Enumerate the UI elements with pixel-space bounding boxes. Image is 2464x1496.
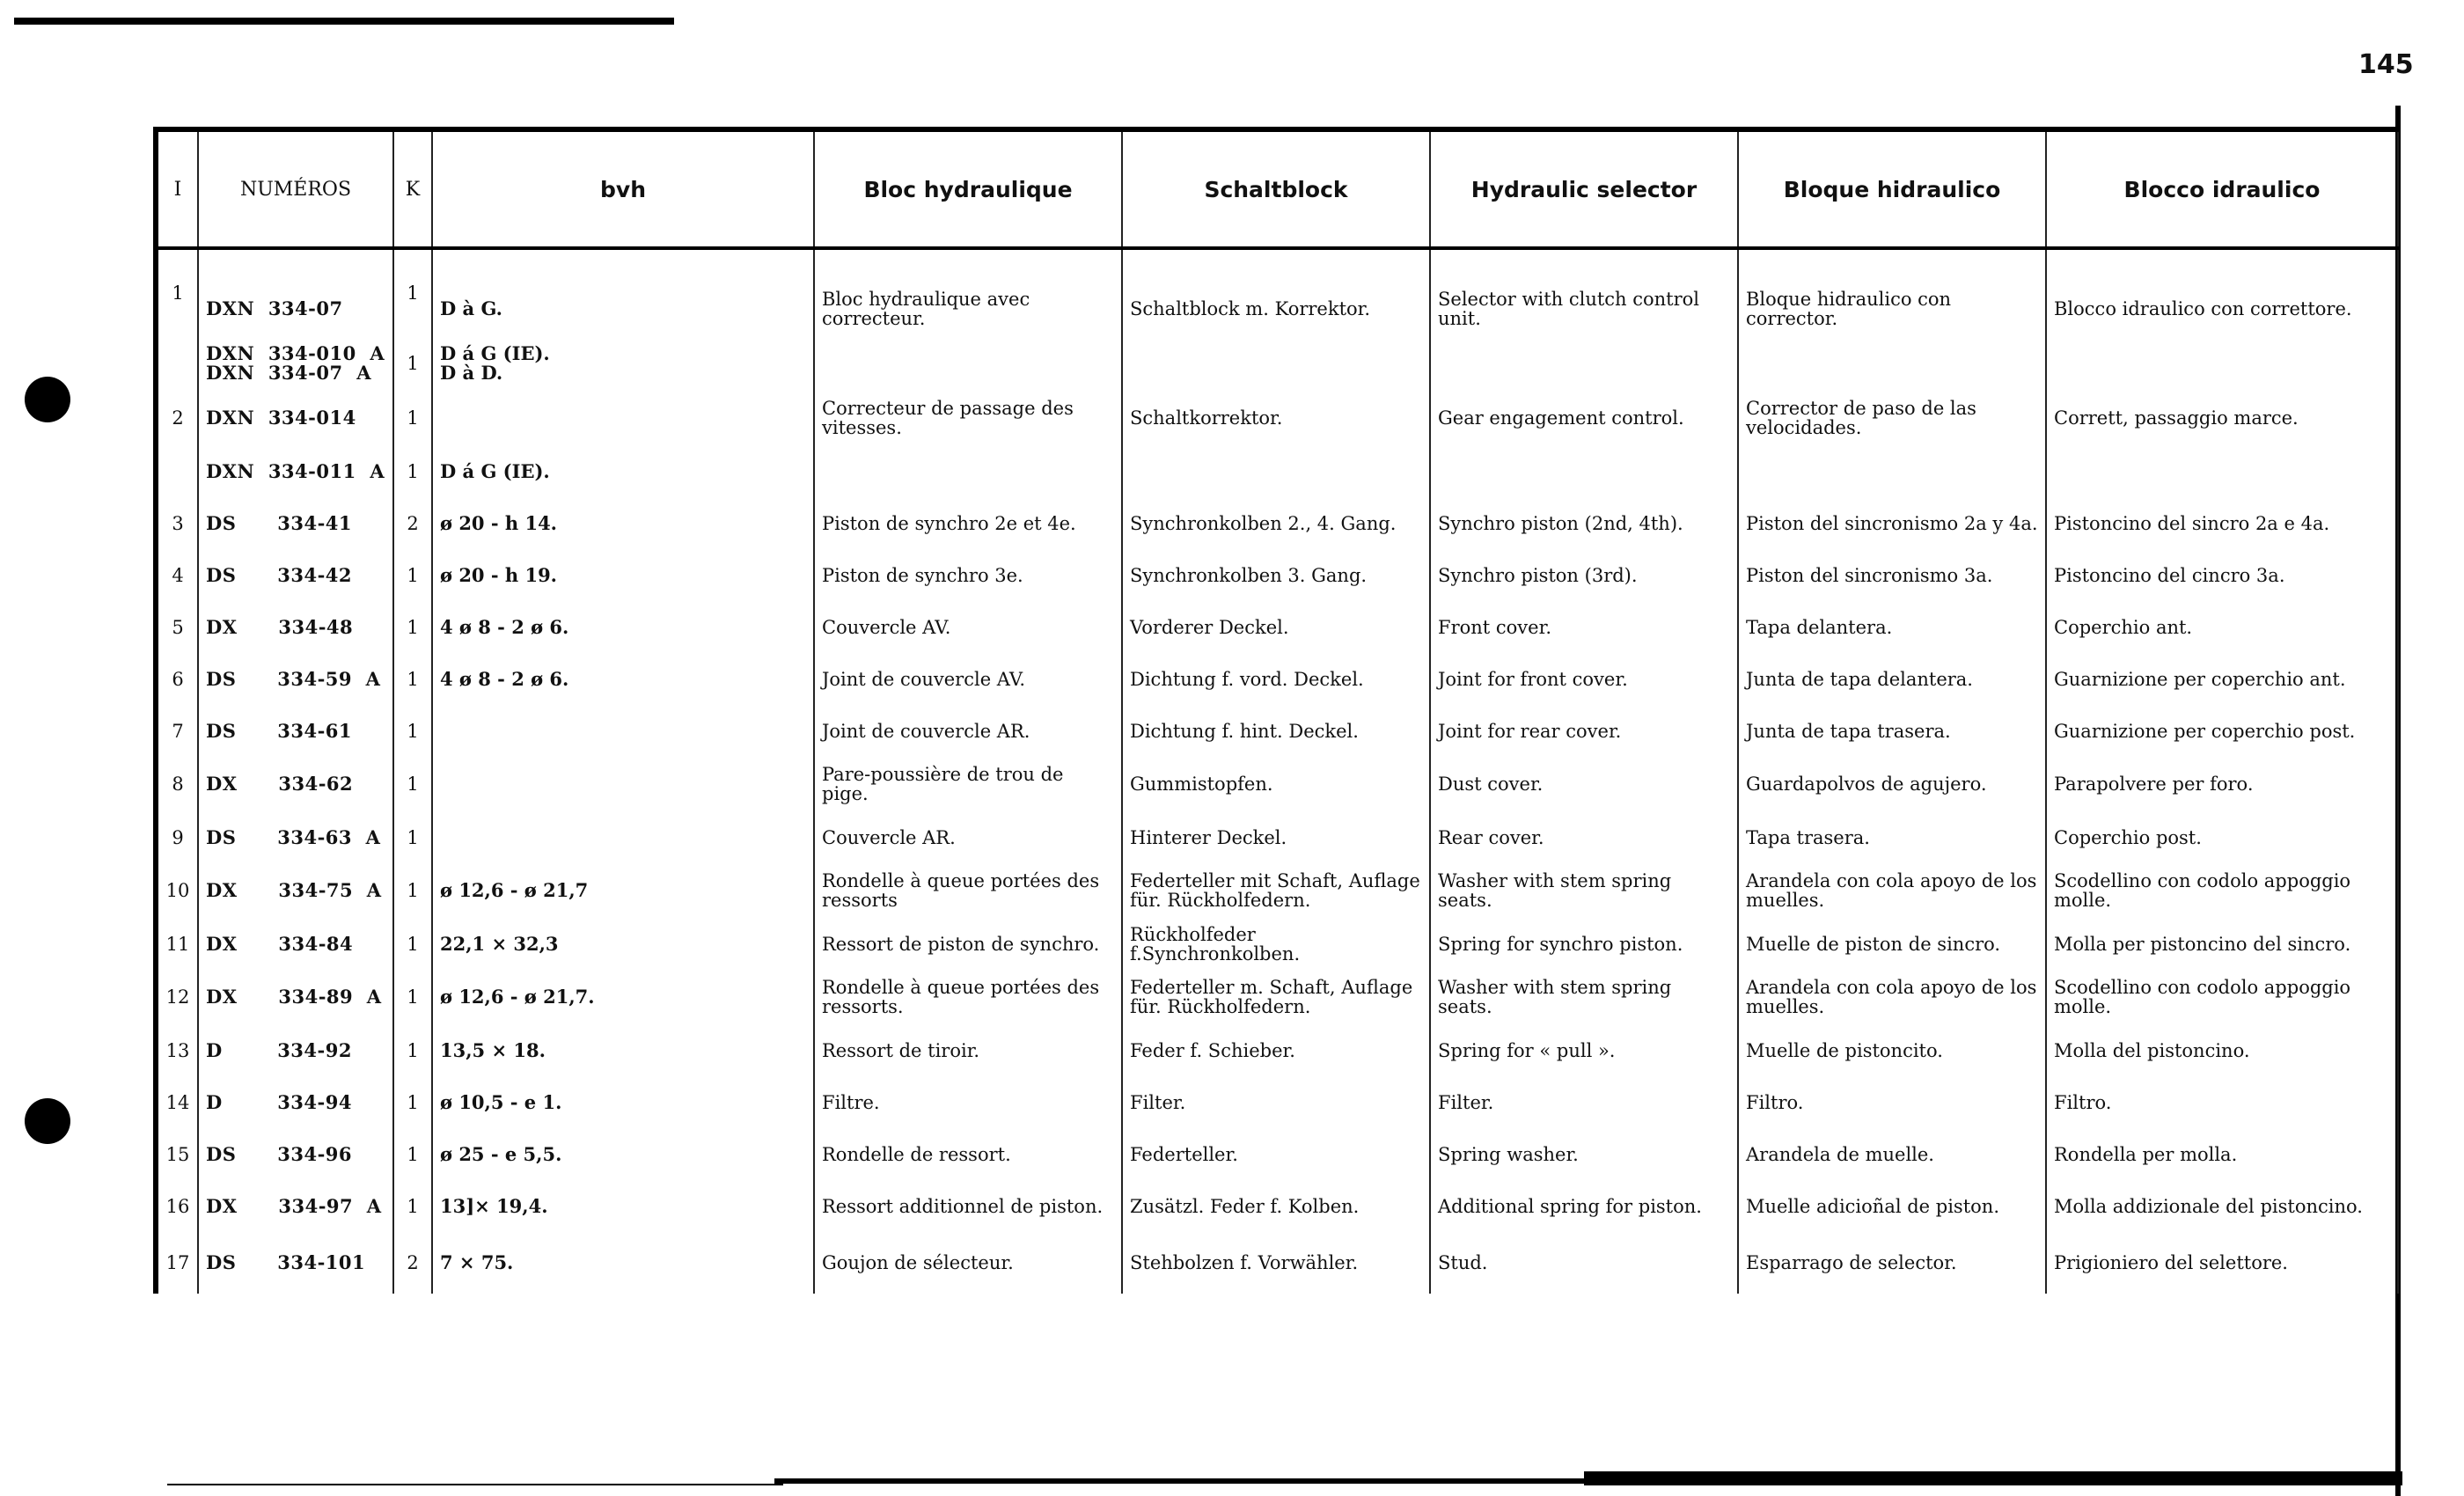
cell-es: Piston del sincronismo 3a. — [1738, 549, 2046, 601]
cell-fr — [814, 336, 1122, 391]
cell-de: Schaltblock m. Korrektor. — [1122, 248, 1430, 336]
cell-de: Filter. — [1122, 1076, 1430, 1128]
cell-fr: Rondelle de ressort. — [814, 1128, 1122, 1180]
cell-it: Blocco idraulico con correttore. — [2046, 248, 2398, 336]
table-row — [156, 445, 2398, 497]
table-row — [156, 1232, 2398, 1294]
cell-fr: Ressort de piston de synchro. — [814, 918, 1122, 970]
cell-en: Gear engagement control. — [1430, 391, 1738, 445]
cell-de — [1122, 336, 1430, 391]
cell-fr: Rondelle à queue portées des ressorts — [814, 863, 1122, 918]
table-row — [156, 1024, 2398, 1076]
header-en: Hydraulic selector — [1430, 129, 1738, 248]
cell-it: Rondella per molla. — [2046, 1128, 2398, 1180]
cell-bvh: 13,5 × 18. — [432, 1024, 814, 1076]
cell-de: Synchronkolben 2., 4. Gang. — [1122, 497, 1430, 549]
cell-it: Molla addizionale del pistoncino. — [2046, 1180, 2398, 1232]
cell-k: 1 — [393, 1076, 432, 1128]
cell-en — [1430, 445, 1738, 497]
table-row — [156, 248, 2398, 336]
cell-bvh: ø 25 - e 5,5. — [432, 1128, 814, 1180]
cell-fr: Ressort additionnel de piston. — [814, 1180, 1122, 1232]
table-row — [156, 1180, 2398, 1232]
cell-en: Synchro piston (2nd, 4th). — [1430, 497, 1738, 549]
cell-k: 1 — [393, 918, 432, 970]
table-row — [156, 497, 2398, 549]
cell-es: Corrector de paso de las velocidades. — [1738, 391, 2046, 445]
cell-k: 1 — [393, 601, 432, 653]
cell-it: Molla del pistoncino. — [2046, 1024, 2398, 1076]
cell-it: Prigioniero del selettore. — [2046, 1232, 2398, 1294]
header-numeros: NUMÉROS — [198, 129, 393, 248]
header-fr: Bloc hydraulique — [814, 129, 1122, 248]
bottom-rule-mid — [774, 1478, 1584, 1484]
cell-k: 1 — [393, 391, 432, 445]
cell-num: DXN 334-011 A — [198, 445, 393, 497]
table-row — [156, 1128, 2398, 1180]
cell-de: Federteller m. Schaft, Auflage für. Rückholfedern. — [1122, 970, 1430, 1024]
cell-k: 1 — [393, 1024, 432, 1076]
cell-en: Rear cover. — [1430, 811, 1738, 863]
table-row — [156, 336, 2398, 391]
cell-en: Additional spring for piston. — [1430, 1180, 1738, 1232]
cell-es — [1738, 445, 2046, 497]
cell-num: DS 334-101 — [198, 1232, 393, 1294]
cell-i: 11 — [156, 918, 198, 970]
cell-en — [1430, 336, 1738, 391]
cell-en: Spring for « pull ». — [1430, 1024, 1738, 1076]
cell-it: Molla per pistoncino del sincro. — [2046, 918, 2398, 970]
cell-num: D 334-94 — [198, 1076, 393, 1128]
cell-it: Coperchio post. — [2046, 811, 2398, 863]
cell-es: Muelle de pistoncito. — [1738, 1024, 2046, 1076]
cell-bvh: ø 12,6 - ø 21,7. — [432, 970, 814, 1024]
header-row — [156, 129, 2398, 248]
cell-k: 1 — [393, 757, 432, 811]
cell-i: 12 — [156, 970, 198, 1024]
cell-num: DX 334-84 — [198, 918, 393, 970]
cell-de: Vorderer Deckel. — [1122, 601, 1430, 653]
cell-de — [1122, 445, 1430, 497]
cell-en: Selector with clutch control unit. — [1430, 248, 1738, 336]
cell-i: 9 — [156, 811, 198, 863]
cell-fr: Goujon de sélecteur. — [814, 1232, 1122, 1294]
table-row — [156, 653, 2398, 705]
cell-es: Esparrago de selector. — [1738, 1232, 2046, 1294]
cell-bvh — [432, 391, 814, 445]
cell-fr: Filtre. — [814, 1076, 1122, 1128]
cell-num: DS 334-41 — [198, 497, 393, 549]
cell-num: D 334-92 — [198, 1024, 393, 1076]
cell-k: 1 — [393, 248, 432, 336]
cell-en: Spring washer. — [1430, 1128, 1738, 1180]
cell-i: 5 — [156, 601, 198, 653]
cell-i: 2 — [156, 391, 198, 445]
cell-de: Synchronkolben 3. Gang. — [1122, 549, 1430, 601]
cell-bvh: ø 12,6 - ø 21,7 — [432, 863, 814, 918]
cell-num: DS 334-59 A — [198, 653, 393, 705]
cell-fr: Joint de couvercle AV. — [814, 653, 1122, 705]
cell-en: Washer with stem spring seats. — [1430, 863, 1738, 918]
cell-i: 1 — [156, 248, 198, 336]
cell-it: Parapolvere per foro. — [2046, 757, 2398, 811]
cell-num: DS 334-61 — [198, 705, 393, 757]
cell-it: Guarnizione per coperchio post. — [2046, 705, 2398, 757]
cell-num: DX 334-75 A — [198, 863, 393, 918]
cell-i — [156, 336, 198, 391]
cell-en: Spring for synchro piston. — [1430, 918, 1738, 970]
punch-hole-bottom — [25, 1098, 70, 1144]
cell-k: 1 — [393, 863, 432, 918]
cell-bvh: 22,1 × 32,3 — [432, 918, 814, 970]
cell-en: Washer with stem spring seats. — [1430, 970, 1738, 1024]
cell-i: 8 — [156, 757, 198, 811]
page-number: 145 — [2358, 49, 2414, 80]
cell-it: Pistoncino del sincro 2a e 4a. — [2046, 497, 2398, 549]
header-k: K — [393, 129, 432, 248]
cell-bvh: 13]× 19,4. — [432, 1180, 814, 1232]
table-row — [156, 601, 2398, 653]
cell-bvh: D á G (IE). D à D. — [432, 336, 814, 391]
header-i: I — [156, 129, 198, 248]
cell-en: Dust cover. — [1430, 757, 1738, 811]
cell-it: Pistoncino del cincro 3a. — [2046, 549, 2398, 601]
cell-it — [2046, 336, 2398, 391]
cell-it: Guarnizione per coperchio ant. — [2046, 653, 2398, 705]
cell-num: DXN 334-014 — [198, 391, 393, 445]
table-row — [156, 757, 2398, 811]
cell-i: 16 — [156, 1180, 198, 1232]
cell-i: 14 — [156, 1076, 198, 1128]
cell-fr: Couvercle AR. — [814, 811, 1122, 863]
cell-de: Stehbolzen f. Vorwähler. — [1122, 1232, 1430, 1294]
cell-i: 13 — [156, 1024, 198, 1076]
cell-bvh — [432, 811, 814, 863]
cell-bvh: 4 ø 8 - 2 ø 6. — [432, 653, 814, 705]
cell-es: Arandela con cola apoyo de los muelles. — [1738, 863, 2046, 918]
cell-de: Gummistopfen. — [1122, 757, 1430, 811]
cell-de: Dichtung f. hint. Deckel. — [1122, 705, 1430, 757]
cell-bvh: D á G (IE). — [432, 445, 814, 497]
cell-en: Synchro piston (3rd). — [1430, 549, 1738, 601]
cell-fr: Ressort de tiroir. — [814, 1024, 1122, 1076]
cell-k: 1 — [393, 811, 432, 863]
table-row — [156, 863, 2398, 918]
cell-bvh: 7 × 75. — [432, 1232, 814, 1294]
cell-es: Tapa trasera. — [1738, 811, 2046, 863]
cell-fr: Pare-poussière de trou de pige. — [814, 757, 1122, 811]
cell-i: 7 — [156, 705, 198, 757]
cell-k: 1 — [393, 970, 432, 1024]
header-it: Blocco idraulico — [2046, 129, 2398, 248]
bottom-rule-thin — [167, 1484, 783, 1485]
cell-fr: Bloc hydraulique avec correcteur. — [814, 248, 1122, 336]
cell-bvh — [432, 757, 814, 811]
cell-fr: Piston de synchro 3e. — [814, 549, 1122, 601]
table-row — [156, 391, 2398, 445]
cell-i — [156, 445, 198, 497]
cell-bvh: ø 20 - h 14. — [432, 497, 814, 549]
cell-i: 10 — [156, 863, 198, 918]
cell-bvh: 4 ø 8 - 2 ø 6. — [432, 601, 814, 653]
cell-k: 2 — [393, 497, 432, 549]
top-rule — [14, 18, 674, 25]
cell-es: Piston del sincronismo 2a y 4a. — [1738, 497, 2046, 549]
cell-fr: Couvercle AV. — [814, 601, 1122, 653]
cell-k: 1 — [393, 549, 432, 601]
cell-it — [2046, 445, 2398, 497]
header-bvh: bvh — [432, 129, 814, 248]
cell-es: Muelle de piston de sincro. — [1738, 918, 2046, 970]
table-row — [156, 811, 2398, 863]
cell-num: DXN 334-010 A DXN 334-07 A — [198, 336, 393, 391]
cell-k: 1 — [393, 653, 432, 705]
cell-num: DX 334-48 — [198, 601, 393, 653]
table-row — [156, 918, 2398, 970]
cell-de: Federteller mit Schaft, Auflage für. Rückholfedern. — [1122, 863, 1430, 918]
cell-de: Rückholfeder f.Synchronkolben. — [1122, 918, 1430, 970]
cell-de: Federteller. — [1122, 1128, 1430, 1180]
cell-i: 6 — [156, 653, 198, 705]
cell-es: Muelle adicioñal de piston. — [1738, 1180, 2046, 1232]
cell-fr: Correcteur de passage des vitesses. — [814, 391, 1122, 445]
cell-it: Scodellino con codolo appoggio molle. — [2046, 970, 2398, 1024]
cell-k: 1 — [393, 336, 432, 391]
table-row — [156, 549, 2398, 601]
cell-es: Arandela con cola apoyo de los muelles. — [1738, 970, 2046, 1024]
cell-en: Filter. — [1430, 1076, 1738, 1128]
cell-en: Joint for front cover. — [1430, 653, 1738, 705]
cell-num: DX 334-97 A — [198, 1180, 393, 1232]
cell-i: 15 — [156, 1128, 198, 1180]
cell-es: Guardapolvos de agujero. — [1738, 757, 2046, 811]
cell-es: Junta de tapa trasera. — [1738, 705, 2046, 757]
cell-es: Bloque hidraulico con corrector. — [1738, 248, 2046, 336]
cell-es: Filtro. — [1738, 1076, 2046, 1128]
cell-bvh: D à G. — [432, 248, 814, 336]
cell-de: Hinterer Deckel. — [1122, 811, 1430, 863]
cell-num: DS 334-63 A — [198, 811, 393, 863]
cell-num: DX 334-89 A — [198, 970, 393, 1024]
cell-fr: Piston de synchro 2e et 4e. — [814, 497, 1122, 549]
cell-fr — [814, 445, 1122, 497]
cell-num: DS 334-42 — [198, 549, 393, 601]
cell-num: DXN 334-07 — [198, 248, 393, 336]
table-row — [156, 705, 2398, 757]
cell-k: 1 — [393, 1180, 432, 1232]
cell-en: Front cover. — [1430, 601, 1738, 653]
table-row — [156, 1076, 2398, 1128]
table-row — [156, 970, 2398, 1024]
cell-i: 4 — [156, 549, 198, 601]
cell-es: Tapa delantera. — [1738, 601, 2046, 653]
cell-es: Arandela de muelle. — [1738, 1128, 2046, 1180]
cell-bvh: ø 20 - h 19. — [432, 549, 814, 601]
cell-de: Feder f. Schieber. — [1122, 1024, 1430, 1076]
cell-it: Scodellino con codolo appoggio molle. — [2046, 863, 2398, 918]
header-de: Schaltblock — [1122, 129, 1430, 248]
cell-i: 3 — [156, 497, 198, 549]
cell-i: 17 — [156, 1232, 198, 1294]
cell-de: Zusätzl. Feder f. Kolben. — [1122, 1180, 1430, 1232]
cell-es — [1738, 336, 2046, 391]
punch-hole-top — [25, 377, 70, 422]
bottom-rule-thick — [1584, 1471, 2402, 1485]
cell-de: Schaltkorrektor. — [1122, 391, 1430, 445]
cell-fr: Rondelle à queue portées des ressorts. — [814, 970, 1122, 1024]
cell-k: 1 — [393, 705, 432, 757]
cell-bvh — [432, 705, 814, 757]
cell-en: Joint for rear cover. — [1430, 705, 1738, 757]
cell-bvh: ø 10,5 - e 1. — [432, 1076, 814, 1128]
cell-it: Corrett, passaggio marce. — [2046, 391, 2398, 445]
cell-de: Dichtung f. vord. Deckel. — [1122, 653, 1430, 705]
cell-k: 2 — [393, 1232, 432, 1294]
cell-k: 1 — [393, 1128, 432, 1180]
header-es: Bloque hidraulico — [1738, 129, 2046, 248]
cell-num: DX 334-62 — [198, 757, 393, 811]
parts-table — [153, 127, 2399, 1294]
cell-fr: Joint de couvercle AR. — [814, 705, 1122, 757]
cell-it: Coperchio ant. — [2046, 601, 2398, 653]
cell-it: Filtro. — [2046, 1076, 2398, 1128]
cell-k: 1 — [393, 445, 432, 497]
cell-en: Stud. — [1430, 1232, 1738, 1294]
cell-es: Junta de tapa delantera. — [1738, 653, 2046, 705]
cell-num: DS 334-96 — [198, 1128, 393, 1180]
